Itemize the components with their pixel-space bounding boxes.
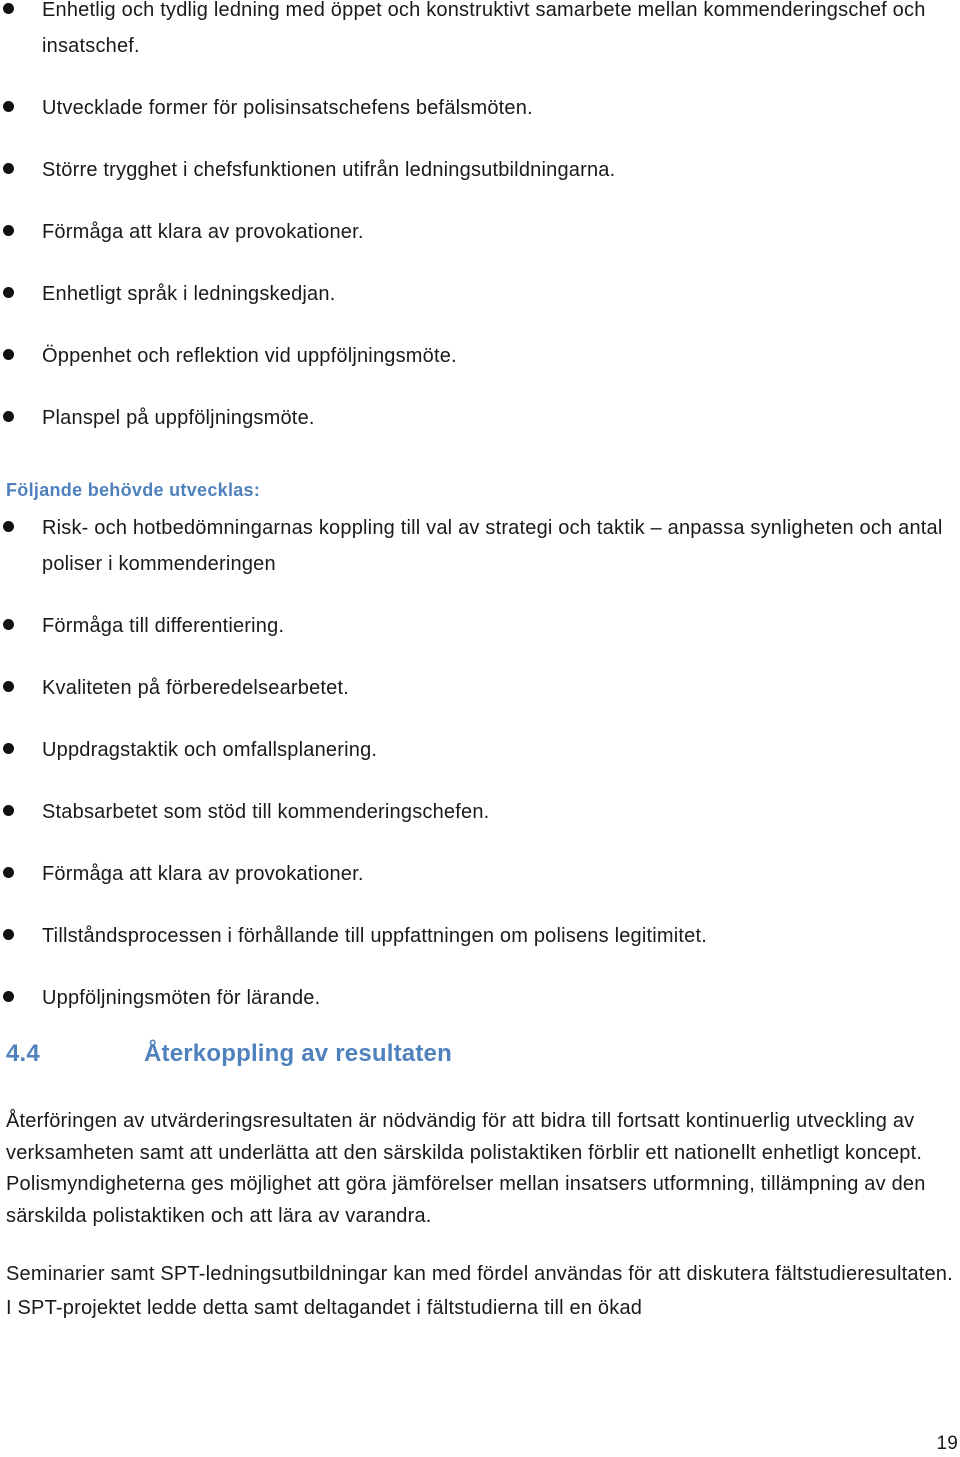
- list-item-text: Förmåga att klara av provokationer.: [42, 221, 364, 243]
- bullet-icon: [3, 349, 14, 360]
- bullet-icon: [3, 411, 14, 422]
- list-item: [0, 794, 960, 830]
- list-item: [0, 276, 960, 312]
- list-item: [0, 338, 960, 374]
- section-title: Återkoppling av resultaten: [144, 1040, 452, 1067]
- bullet-icon: [3, 743, 14, 754]
- list-item-text: Större trygghet i chefsfunktionen utifrån ledningsutbildningarna.: [42, 159, 616, 181]
- bullet-icon: [3, 991, 14, 1002]
- list-item: [0, 608, 960, 644]
- strengths-list: [0, 0, 960, 462]
- bullet-icon: [3, 101, 14, 112]
- list-item: [0, 856, 960, 892]
- bullet-icon: [3, 681, 14, 692]
- list-item: [0, 732, 960, 768]
- bullet-icon: [3, 805, 14, 816]
- list-item-text: Öppenhet och reflektion vid uppföljningsmöte.: [42, 345, 457, 367]
- list-item-text: Enhetligt språk i ledningskedjan.: [42, 283, 336, 305]
- list-item-text: Uppdragstaktik och omfallsplanering.: [42, 739, 378, 761]
- list-item-text: Kvaliteten på förberedelsearbetet.: [42, 677, 349, 699]
- list-item-text: Stabsarbetet som stöd till kommenderingschefen.: [42, 801, 490, 823]
- list-item: [0, 918, 960, 954]
- body-paragraph: Seminarier samt SPT-ledningsutbildningar kan med fördel användas för att diskutera fältstudieresultaten. I SPT-projektet ledde detta samt deltagandet i fältstudierna till en ökad: [6, 1263, 953, 1319]
- list-item-text: Tillståndsprocessen i förhållande till uppfattningen om polisens legitimitet.: [42, 925, 708, 947]
- list-item: [0, 90, 960, 126]
- list-item: [0, 214, 960, 250]
- list-item-text: Planspel på uppföljningsmöte.: [42, 407, 315, 429]
- list-item-text: Risk- och hotbedömningarnas koppling till val av strategi och taktik – anpassa synligheten och antal poliser i kommenderingen: [42, 517, 943, 575]
- bullet-icon: [3, 3, 14, 14]
- list-item: [0, 0, 960, 64]
- improvements-heading: Följande behövde utvecklas:: [6, 480, 261, 500]
- list-item-text: Enhetlig och tydlig ledning med öppet och konstruktivt samarbete mellan kommenderingschef och insatschef.: [42, 0, 926, 57]
- list-item-text: Förmåga till differentiering.: [42, 615, 285, 637]
- bullet-icon: [3, 287, 14, 298]
- list-item-text: Förmåga att klara av provokationer.: [42, 863, 364, 885]
- list-item: [0, 152, 960, 188]
- bullet-icon: [3, 225, 14, 236]
- improvements-list: [0, 510, 960, 1042]
- bullet-icon: [3, 867, 14, 878]
- bullet-icon: [3, 619, 14, 630]
- list-item: [0, 510, 960, 582]
- section-heading: [6, 1040, 452, 1068]
- bullet-icon: [3, 521, 14, 532]
- page-number: 19: [936, 1433, 958, 1454]
- body-paragraph: Återföringen av utvärderingsresultaten är nödvändig för att bidra till fortsatt kontinuerlig utveckling av verksamheten samt att underlätta att den särskilda polistaktiken förblir ett nationellt enhetligt koncept. Polismyndigheterna ges möjlighet att göra jämförelser mellan insatsers utformning, tillämpning av den särskilda polistaktiken och att lära av varandra.: [6, 1110, 926, 1227]
- list-item: [0, 980, 960, 1016]
- bullet-icon: [3, 929, 14, 940]
- list-item: [0, 670, 960, 706]
- list-item-text: Utvecklade former för polisinsatschefens befälsmöten.: [42, 97, 533, 119]
- list-item: [0, 400, 960, 436]
- section-number: 4.4: [6, 1040, 40, 1067]
- bullet-icon: [3, 163, 14, 174]
- list-item-text: Uppföljningsmöten för lärande.: [42, 987, 321, 1009]
